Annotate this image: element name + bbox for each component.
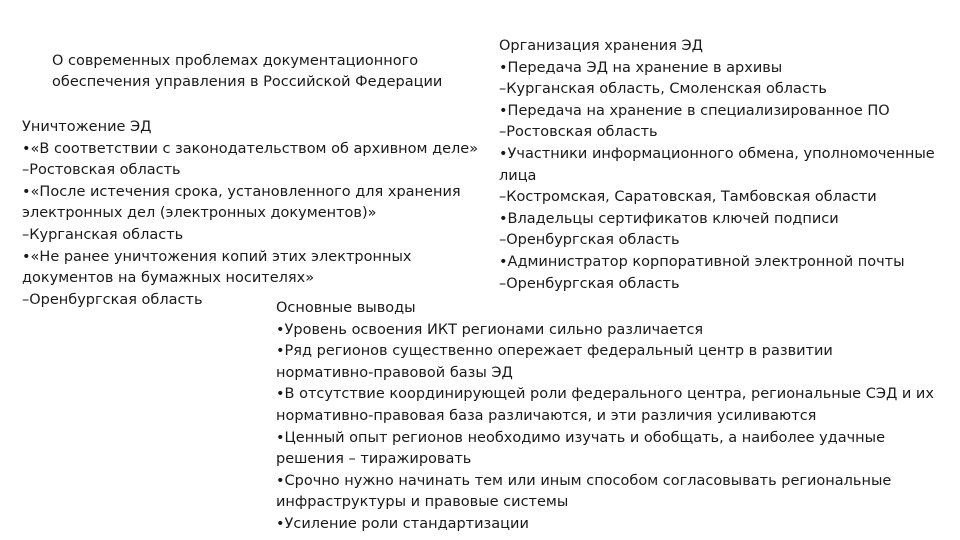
destruction-section [22, 117, 492, 311]
destruction-line: •«Не ранее уничтожения копий этих электронных документов на бумажных носителях» [22, 248, 412, 287]
storage-line: •Администратор корпоративной электронной почты [499, 253, 905, 270]
storage-line: •Участники информационного обмена, уполномоченные лица [499, 145, 935, 184]
slide-title-text: О современных проблемах документационного обеспечения управления в Российской Федерации [52, 53, 443, 90]
conclusions-line: •Ряд регионов существенно опережает федеральный центр в развитии нормативно-правовой базы ЭД [276, 343, 833, 381]
storage-line: •Передача ЭД на хранение в архивы [499, 59, 783, 76]
storage-line: –Ростовская область [499, 124, 658, 141]
storage-line: –Оренбургская область [499, 275, 680, 292]
storage-section [499, 36, 949, 295]
storage-line: –Оренбургская область [499, 232, 680, 249]
destruction-line: •«В соответствии с законодательством об архивном деле» [22, 140, 479, 157]
destruction-line: •«После истечения срока, установленного для хранения электронных дел (электронных документов)» [22, 183, 461, 222]
conclusions-heading: Основные выводы [276, 300, 416, 316]
destruction-line: –Оренбургская область [22, 291, 203, 308]
conclusions-line: •В отсутствие координирующей роли федерального центра, региональные СЭД и их нормативно-правовая база различаются, и эти различия усиливаются [276, 386, 934, 424]
conclusions-section [276, 298, 946, 536]
storage-heading: Организация хранения ЭД [499, 38, 704, 54]
destruction-line: –Ростовская область [22, 162, 181, 179]
storage-line: •Передача на хранение в специализированное ПО [499, 102, 890, 119]
storage-line: •Владельцы сертификатов ключей подписи [499, 210, 839, 227]
destruction-heading: Уничтожение ЭД [22, 119, 152, 135]
conclusions-line: •Усиление роли стандартизации [276, 515, 529, 532]
conclusions-line: •Срочно нужно начинать тем или иным способом согласовывать региональные инфраструктуры и правовые системы [276, 472, 892, 511]
storage-line: –Костромская, Саратовская, Тамбовская области [499, 189, 877, 206]
conclusions-line: •Ценный опыт регионов необходимо изучать и обобщать, а наиболее удачные решения – тиражировать [276, 429, 886, 468]
conclusions-line: •Уровень освоения ИКТ регионами сильно различается [276, 321, 704, 338]
destruction-line: –Курганская область [22, 226, 184, 243]
slide-title [52, 51, 472, 93]
storage-line: –Курганская область, Смоленская область [499, 81, 827, 98]
